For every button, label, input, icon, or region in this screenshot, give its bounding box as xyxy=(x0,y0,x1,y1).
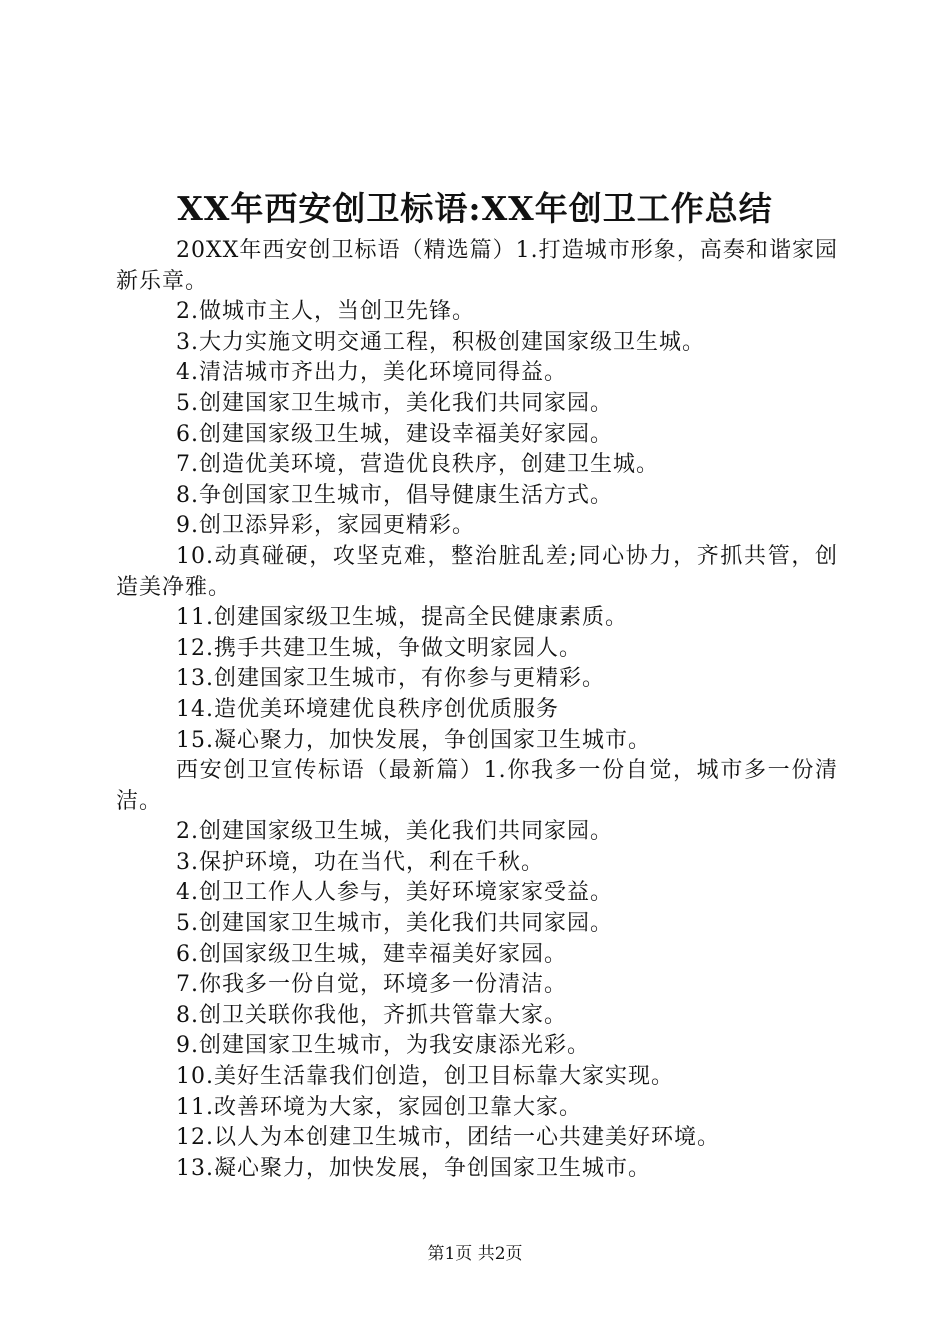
paragraph: 3.大力实施文明交通工程，积极创建国家级卫生城。 xyxy=(176,329,705,355)
paragraph: 6.创国家级卫生城，建幸福美好家园。 xyxy=(176,941,567,967)
page-number-footer: 第1页 共2页 xyxy=(427,1244,523,1264)
paragraph: 7.创造优美环境，营造优良秩序，创建卫生城。 xyxy=(176,452,659,478)
paragraph: 4.清洁城市齐出力，美化环境同得益。 xyxy=(176,360,567,386)
paragraph: 10.美好生活靠我们创造，创卫目标靠大家实现。 xyxy=(176,1064,674,1090)
paragraph: 西安创卫宣传标语（最新篇）1.你我多一份自觉，城市多一份清洁。 xyxy=(116,758,838,814)
paragraph: 9.创建国家卫生城市，为我安康添光彩。 xyxy=(176,1033,590,1059)
paragraph: 10.动真碰硬，攻坚克难，整治脏乱差;同心协力，齐抓共管，创造美净雅。 xyxy=(116,543,838,600)
paragraph: 13.创建国家卫生城市，有你参与更精彩。 xyxy=(176,666,605,692)
paragraph: 11.改善环境为大家，家园创卫靠大家。 xyxy=(176,1094,582,1120)
paragraph: 11.创建国家级卫生城，提高全民健康素质。 xyxy=(176,605,628,631)
paragraph: 14.造优美环境建优良秩序创优质服务 xyxy=(176,696,559,722)
paragraph: 2.创建国家级卫生城，美化我们共同家园。 xyxy=(176,819,613,845)
paragraph: 8.创卫关联你我他，齐抓共管靠大家。 xyxy=(176,1002,567,1028)
paragraph: 8.争创国家卫生城市，倡导健康生活方式。 xyxy=(176,482,613,508)
paragraph: 7.你我多一份自觉，环境多一份清洁。 xyxy=(176,972,567,998)
paragraph: 4.创卫工作人人参与，美好环境家家受益。 xyxy=(176,880,613,906)
paragraph: 2.做城市主人，当创卫先锋。 xyxy=(176,299,475,325)
paragraph: 6.创建国家级卫生城，建设幸福美好家园。 xyxy=(176,421,613,447)
paragraph: 12.携手共建卫生城，争做文明家园人。 xyxy=(176,635,582,661)
document-body xyxy=(116,236,838,1184)
paragraph: 13.凝心聚力，加快发展，争创国家卫生城市。 xyxy=(176,1155,651,1181)
paragraph: 9.创卫添异彩，家园更精彩。 xyxy=(176,513,475,539)
paragraph: 5.创建国家卫生城市，美化我们共同家园。 xyxy=(176,911,613,937)
document-title: XX年西安创卫标语:XX年创卫工作总结 xyxy=(177,189,773,228)
paragraph: 3.保护环境，功在当代，利在千秋。 xyxy=(176,849,544,875)
paragraph: 5.创建国家卫生城市，美化我们共同家园。 xyxy=(176,390,613,416)
paragraph: 20XX年西安创卫标语（精选篇）1.打造城市形象，高奏和谐家园新乐章。 xyxy=(116,238,838,294)
paragraph: 12.以人为本创建卫生城市，团结一心共建美好环境。 xyxy=(176,1125,720,1151)
paragraph: 15.凝心聚力，加快发展，争创国家卫生城市。 xyxy=(176,727,651,753)
